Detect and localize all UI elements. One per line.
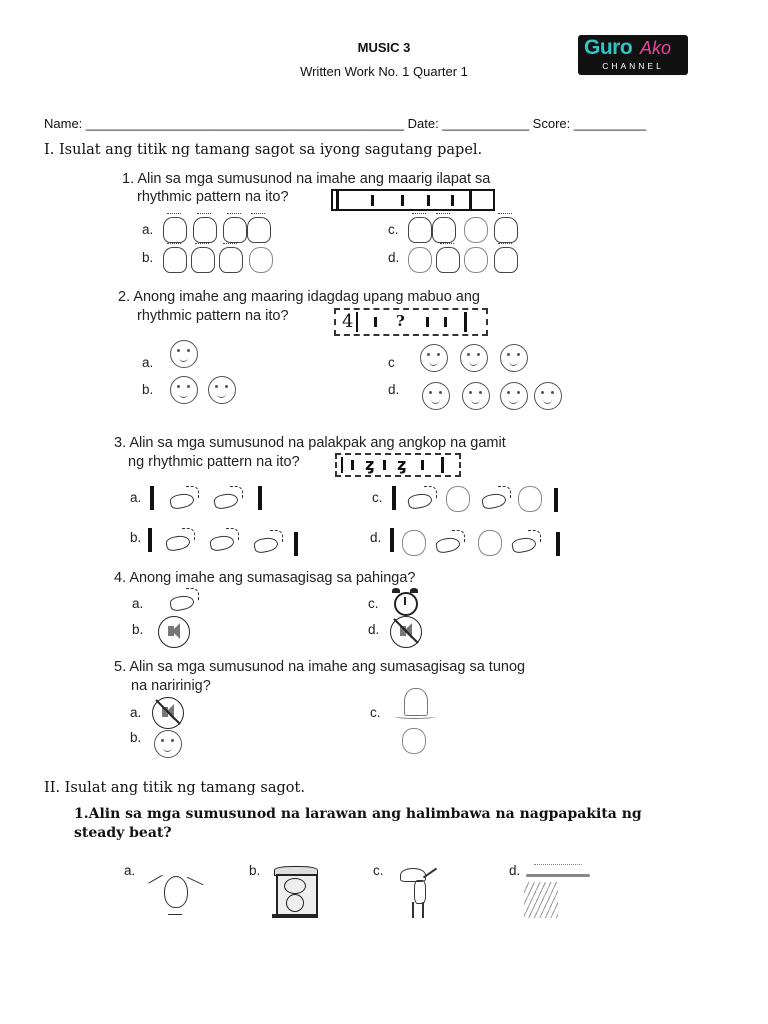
q1-option-c-label: c. bbox=[388, 222, 399, 237]
q2-rhythm-box bbox=[334, 308, 488, 336]
q3-option-d-claps-image bbox=[388, 524, 562, 560]
q1-option-a-label: a. bbox=[142, 222, 154, 237]
s2-q1-line2: steady beat? bbox=[74, 825, 172, 841]
q2-option-b-faces-image bbox=[168, 376, 240, 406]
q2-option-b-label: b. bbox=[142, 382, 154, 397]
s2-option-a-label: a. bbox=[124, 863, 136, 878]
q2-option-c-faces-image bbox=[418, 344, 534, 374]
name-date-score-line: Name: ____________________________________________ Date: ____________ Score: __________ bbox=[44, 116, 647, 131]
q2-time-signature: 4 bbox=[342, 311, 354, 332]
s2-option-a-bird-image bbox=[148, 868, 208, 920]
q4-line1: 4. Anong imahe ang sumasagisag sa pahinga? bbox=[114, 570, 416, 586]
logo-ako-text: Ako bbox=[640, 38, 672, 58]
guroako-logo bbox=[578, 35, 688, 75]
q1-option-d-hands-image bbox=[408, 245, 520, 273]
q4-option-a-label: a. bbox=[132, 596, 144, 611]
q1-rhythm-box bbox=[331, 189, 495, 211]
q4-option-a-clap-image bbox=[162, 586, 202, 616]
q3-rest-symbol-2: ȥ bbox=[397, 455, 407, 474]
q1-option-a-hands-image bbox=[163, 215, 273, 243]
q5-option-b-label: b. bbox=[130, 730, 142, 745]
q4-option-b-speaker-icon bbox=[158, 614, 194, 650]
q4-option-d-label: d. bbox=[368, 622, 380, 637]
q1-line2: rhythmic pattern na ito? bbox=[137, 189, 289, 205]
q3-option-c-label: c. bbox=[372, 490, 383, 505]
q1-option-c-hands-image bbox=[408, 215, 520, 243]
q2-line1: 2. Anong imahe ang maaring idagdag upang mabuo ang bbox=[118, 289, 480, 305]
q2-option-c-label: c bbox=[388, 355, 395, 370]
q2-missing-beat: ? bbox=[396, 312, 405, 330]
q3-line2: ng rhythmic pattern na ito? bbox=[128, 454, 300, 470]
q5-option-b-face-image bbox=[152, 728, 186, 758]
q5-option-a-label: a. bbox=[130, 705, 142, 720]
q2-line2: rhythmic pattern na ito? bbox=[137, 308, 289, 324]
q4-option-b-label: b. bbox=[132, 622, 144, 637]
s2-option-b-label: b. bbox=[249, 863, 261, 878]
q5-line1: 5. Alin sa mga sumusunod na imahe ang sumasagisag sa tunog bbox=[114, 659, 526, 675]
q3-option-c-claps-image bbox=[390, 482, 560, 518]
q3-option-a-label: a. bbox=[130, 490, 142, 505]
q2-option-d-faces-image bbox=[420, 380, 568, 412]
q3-rest-symbol-1: ȥ bbox=[365, 455, 375, 474]
q4-option-c-label: c. bbox=[368, 596, 379, 611]
q3-option-d-label: d. bbox=[370, 530, 382, 545]
section-1-heading: I. Isulat ang titik ng tamang sagot sa iyong sagutang papel. bbox=[44, 142, 483, 158]
q3-rhythm-box bbox=[335, 453, 461, 477]
q5-option-c-bell-image bbox=[392, 684, 440, 724]
worksheet-title: MUSIC 3 bbox=[357, 40, 411, 55]
q1-option-b-hands-image bbox=[163, 245, 273, 273]
q5-line2: na naririnig? bbox=[131, 678, 211, 694]
s2-option-b-grandfather-clock-image bbox=[270, 866, 322, 922]
logo-guro-text: Guro bbox=[584, 36, 633, 59]
q2-option-a-label: a. bbox=[142, 355, 154, 370]
q5-option-c-label: c. bbox=[370, 705, 381, 720]
section-2-heading: II. Isulat ang titik ng tamang sagot. bbox=[44, 780, 305, 796]
q3-option-b-claps-image bbox=[146, 522, 302, 558]
q5-option-c-hands-image bbox=[398, 726, 432, 756]
q5-option-a-muted-speaker-icon bbox=[152, 695, 192, 729]
s2-option-d-rain-image bbox=[520, 860, 594, 922]
q4-option-d-muted-speaker-icon bbox=[390, 614, 426, 650]
q3-option-b-label: b. bbox=[130, 530, 142, 545]
q1-line1: 1. Alin sa mga sumusunod na imahe ang maarig ilapat sa bbox=[122, 171, 491, 187]
q1-option-d-label: d. bbox=[388, 250, 400, 265]
worksheet-subtitle: Written Work No. 1 Quarter 1 bbox=[300, 64, 468, 79]
logo-channel-text: CHANNEL bbox=[602, 61, 664, 71]
q3-line1: 3. Alin sa mga sumusunod na palakpak ang angkop na gamit bbox=[114, 435, 506, 451]
s2-q1-line1: 1.Alin sa mga sumusunod na larawan ang halimbawa na nagpapakita ng bbox=[74, 806, 642, 822]
s2-option-d-label: d. bbox=[509, 863, 521, 878]
q2-option-a-face-image bbox=[168, 340, 202, 370]
q1-option-b-label: b. bbox=[142, 250, 154, 265]
q2-option-d-label: d. bbox=[388, 382, 400, 397]
q3-option-a-claps-image bbox=[148, 482, 266, 516]
s2-option-c-label: c. bbox=[373, 863, 384, 878]
s2-option-c-person-image bbox=[396, 864, 442, 922]
